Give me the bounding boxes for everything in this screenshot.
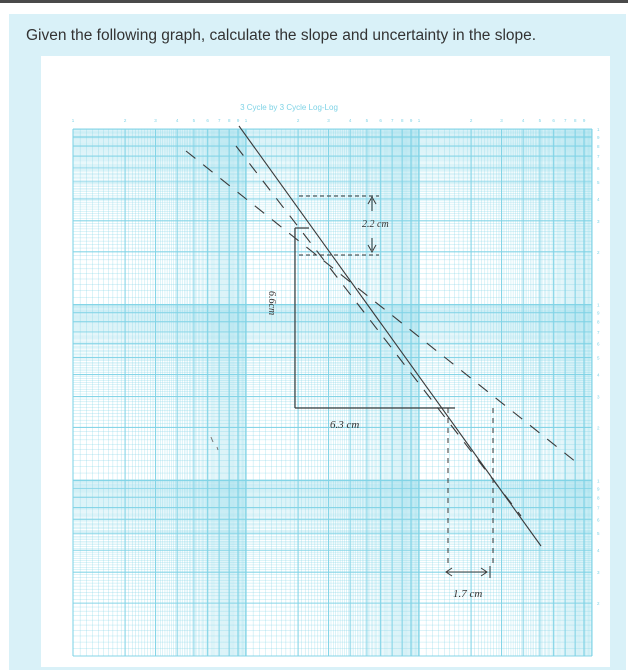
- y-tick-label: 9: [597, 486, 600, 492]
- x-tick-label: 8: [227, 118, 231, 123]
- y-tick-label: 2: [597, 425, 600, 431]
- y-tick-label: 8: [597, 144, 600, 150]
- x-tick-label: 6: [552, 118, 555, 123]
- x-tick-label: 1: [71, 118, 75, 123]
- x-tick-label: 7: [563, 118, 567, 123]
- y-tick-label: 3: [597, 218, 600, 224]
- x-tick-label: 3: [500, 118, 503, 123]
- y-tick-label: 7: [597, 505, 600, 511]
- x-tick-label: 7: [390, 118, 394, 123]
- x-tick-label: 4: [348, 118, 352, 123]
- x-tick-label: 3: [154, 118, 157, 123]
- y-tick-label: 9: [597, 310, 600, 316]
- label-1-7cm: 1.7 cm: [453, 588, 483, 600]
- x-tick-label: 5: [365, 118, 369, 123]
- question-panel: [9, 14, 626, 670]
- y-tick-label: 5: [597, 531, 600, 537]
- x-tick-label: 5: [192, 118, 196, 123]
- y-tick-label: 8: [597, 495, 600, 501]
- x-cycle-tick-labels: [72, 118, 586, 123]
- y-tick-label: 4: [597, 548, 600, 554]
- y-tick-label: 5: [597, 179, 600, 185]
- y-tick-label: 2: [597, 249, 600, 255]
- y-tick-label: 2: [597, 601, 600, 607]
- y-tick-label: 1: [597, 478, 600, 484]
- question-text: Given the following graph, calculate the slope and uncertainty in the slope.: [26, 27, 537, 44]
- y-tick-label: 7: [597, 329, 600, 335]
- y-tick-label: 1: [597, 302, 600, 308]
- y-tick-label: 3: [597, 394, 600, 400]
- x-tick-label: 9: [409, 118, 413, 123]
- x-tick-label: 6: [379, 118, 382, 123]
- x-tick-label: 4: [175, 118, 179, 123]
- log-log-graph: [41, 56, 610, 667]
- log-grid: [73, 129, 592, 656]
- y-tick-label: 6: [597, 165, 600, 171]
- y-tick-label: 6: [597, 341, 600, 347]
- y-tick-label: 7: [597, 154, 600, 160]
- y-tick-label: 4: [597, 196, 600, 202]
- x-tick-label: 2: [123, 118, 127, 123]
- x-tick-label: 8: [400, 118, 404, 123]
- y-tick-label: 6: [597, 517, 600, 523]
- x-tick-label: 9: [582, 118, 586, 123]
- label-6-6cm: 6.6cm: [266, 291, 277, 316]
- y-cycle-tick-labels: [597, 127, 600, 606]
- x-tick-label: 3: [327, 118, 330, 123]
- x-tick-label: 9: [236, 118, 240, 123]
- label-6-3cm: 6.3 cm: [330, 419, 360, 431]
- y-tick-label: 4: [597, 372, 600, 378]
- x-tick-label: 1: [417, 118, 421, 123]
- y-tick-label: 8: [597, 319, 600, 325]
- y-tick-label: 3: [597, 570, 600, 576]
- x-tick-label: 4: [521, 118, 525, 123]
- x-tick-label: 1: [244, 118, 248, 123]
- x-tick-label: 2: [469, 118, 473, 123]
- x-tick-label: 2: [296, 118, 300, 123]
- graph-title: 3 Cycle by 3 Cycle Log-Log: [240, 103, 338, 112]
- x-tick-label: 5: [538, 118, 542, 123]
- top-border: [0, 0, 628, 3]
- y-tick-label: 9: [597, 135, 600, 141]
- y-tick-label: 1: [597, 127, 600, 132]
- x-tick-label: 8: [573, 118, 577, 123]
- y-tick-label: 5: [597, 355, 600, 361]
- x-tick-label: 7: [217, 118, 221, 123]
- x-tick-label: 6: [206, 118, 209, 123]
- label-2-2cm: 2.2 cm: [362, 219, 389, 230]
